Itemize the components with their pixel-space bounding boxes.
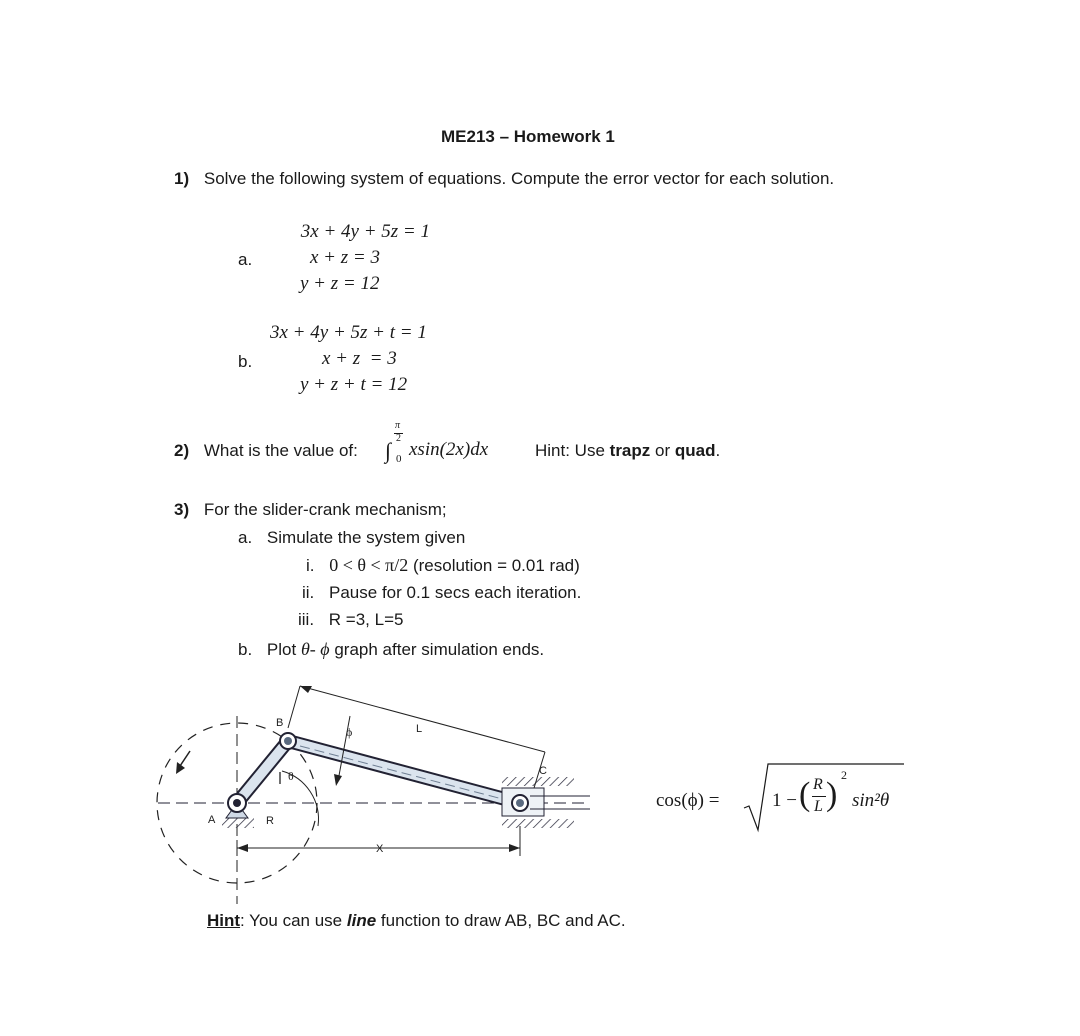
l-ext-left — [288, 686, 300, 728]
q3b — [238, 639, 544, 660]
paren-left-icon: ( — [799, 776, 811, 813]
slider-crank-diagram — [150, 676, 610, 906]
q1a-eq-3: y + z = 12 — [300, 273, 380, 294]
sub-ii-label: ii. — [302, 583, 315, 602]
joint-c-pin — [516, 799, 524, 807]
sub-ii-text: Pause for 0.1 secs each iteration. — [329, 583, 582, 602]
label-phi: ϕ — [346, 725, 353, 739]
label-a: A — [208, 814, 216, 826]
q1b-eq-2: x + z = 3 — [322, 348, 397, 369]
paren-right-icon: ) — [826, 776, 838, 813]
q1b-eq-1: 3x + 4y + 5z + t = 1 — [270, 322, 427, 343]
q3b-label: b. — [238, 640, 253, 659]
q3-number: 3) — [174, 500, 190, 519]
upper-limit-den: 2 — [396, 433, 401, 444]
label-l: L — [416, 723, 423, 735]
ground-a-hatch — [222, 818, 254, 828]
q2-hint-quad: quad — [674, 441, 716, 460]
q2 — [174, 441, 358, 461]
upper-limit: π — [395, 420, 401, 431]
q3a-sub-ii — [302, 583, 581, 603]
l-dimension-line — [300, 686, 545, 752]
sub-i-math: 0 < θ < π/2 — [329, 555, 409, 575]
q3a-sub-i — [306, 555, 580, 576]
q3b-math: θ- ϕ — [300, 639, 330, 659]
label-theta: θ — [288, 769, 294, 783]
formula-one-minus: 1 − — [772, 790, 797, 811]
joint-a-pin — [233, 799, 241, 807]
cos-phi-formula — [650, 748, 910, 838]
x-dim-arrow-right-icon — [509, 844, 520, 852]
q1-number: 1) — [174, 169, 190, 188]
rod-bc — [288, 741, 520, 803]
page-title: ME213 – Homework 1 — [441, 127, 615, 146]
q3a — [238, 528, 465, 548]
formula-lhs: cos(ϕ) = — [656, 790, 720, 811]
integrand: xsin(2x)dx — [409, 439, 489, 460]
q2-number: 2) — [174, 441, 190, 460]
q2-hint-end: . — [715, 441, 721, 460]
formula-l: L — [814, 798, 823, 815]
lower-limit: 0 — [396, 453, 402, 465]
phi-arrow-icon — [334, 774, 342, 786]
joint-b-pin — [284, 737, 292, 745]
x-dim-arrow-left-icon — [237, 844, 248, 852]
q1b-eq-3: y + z + t = 12 — [300, 374, 408, 395]
q1b-label: b. — [238, 352, 253, 371]
q3 — [174, 500, 447, 520]
q1a-eq-1: 3x + 4y + 5z = 1 — [300, 221, 430, 242]
rotation-arrow-icon — [180, 751, 190, 766]
hint-rest: function to draw AB, BC and AC. — [376, 911, 626, 930]
l-dim-arrow-left-icon — [300, 686, 312, 693]
q3-prompt: For the slider-crank mechanism; — [203, 500, 447, 519]
q1a-label: a. — [238, 250, 253, 269]
q1a-eq-2: x + z = 3 — [310, 247, 380, 268]
sub-i-label: i. — [306, 556, 315, 575]
sub-iii-label: iii. — [298, 610, 315, 629]
q2-hint — [535, 441, 720, 461]
bottom-hint — [207, 911, 626, 931]
q3b-prefix: Plot — [266, 640, 297, 659]
label-b: B — [276, 717, 284, 729]
slider-guide-bottom-hatch — [502, 819, 574, 828]
q3a-label: a. — [238, 528, 253, 547]
label-c: C — [539, 765, 547, 777]
q3a-text: Simulate the system given — [266, 528, 466, 547]
hint-fn: line — [346, 911, 377, 930]
label-r: R — [266, 815, 274, 827]
q3a-sub-iii — [298, 610, 403, 630]
formula-exp: 2 — [841, 768, 847, 782]
slider-guide-top-hatch — [502, 777, 574, 786]
q1-prompt: Solve the following system of equations. Compute the error vector for each solution. — [203, 169, 835, 188]
hint-label: Hint — [207, 911, 241, 930]
q2-hint-trapz: trapz — [609, 441, 651, 460]
rotation-arrowhead-icon — [176, 762, 185, 774]
sub-i-text: (resolution = 0.01 rad) — [408, 556, 580, 575]
q1 — [174, 169, 834, 189]
hint-colon: : You can use — [240, 911, 347, 930]
q3b-suffix: graph after simulation ends. — [334, 640, 545, 659]
formula-sin: sin²θ — [852, 790, 890, 811]
q2-prompt: What is the value of: — [203, 441, 358, 460]
rod-bc-centerline — [300, 746, 510, 801]
formula-r: R — [813, 776, 823, 793]
integral-sign-icon: ∫ — [385, 438, 392, 463]
q2-hint-prefix: Hint: Use — [535, 441, 605, 460]
sub-iii-text: R =3, L=5 — [328, 610, 404, 629]
q2-hint-or: or — [655, 441, 671, 460]
fraction-bar — [812, 796, 826, 797]
label-x: X — [376, 843, 384, 855]
q2-integral — [385, 420, 545, 470]
